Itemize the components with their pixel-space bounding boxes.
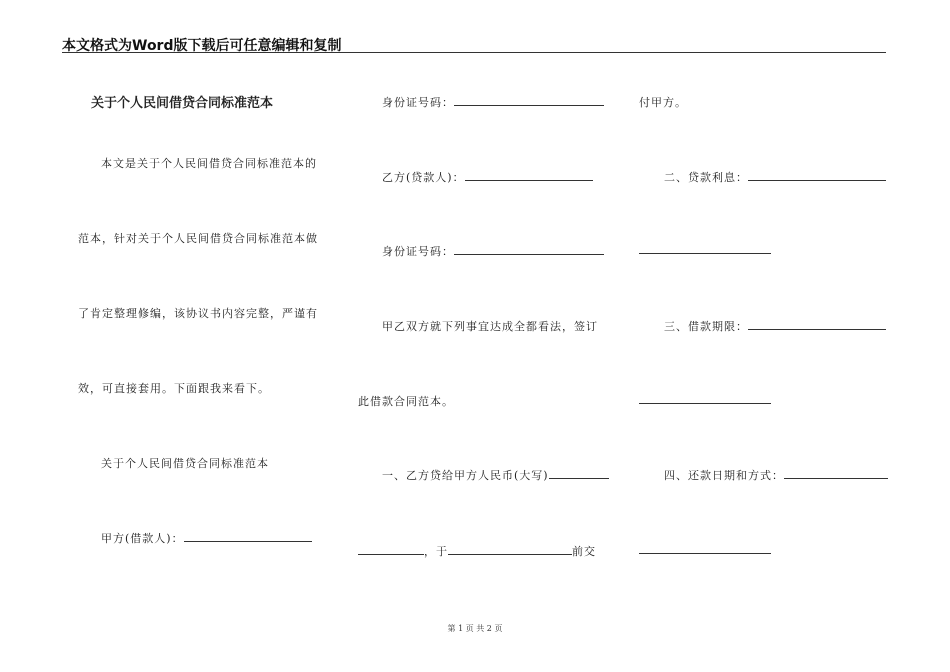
header-divider	[62, 52, 886, 53]
paragraph-line: 此借款合同范本。	[358, 395, 454, 408]
id-number-label: 身份证号码：	[382, 96, 454, 109]
blank-line	[639, 393, 771, 407]
paragraph-line: 效，可直接套用。下面跟我来看下。	[78, 382, 270, 395]
loan-amount-blank	[549, 468, 609, 479]
blank	[358, 544, 424, 555]
blank-line	[639, 243, 771, 257]
paragraph-line: 范本，针对关于个人民间借贷合同标准范本做	[78, 232, 318, 245]
repayment-line	[664, 467, 888, 483]
party-a-blank	[184, 531, 312, 542]
delivery-text: ，于	[424, 545, 448, 558]
id-number-line-2	[382, 243, 604, 259]
paragraph-line: 付甲方。	[639, 96, 687, 109]
interest-blank	[748, 170, 886, 181]
loan-amount-line	[382, 467, 609, 483]
party-a-line	[101, 530, 312, 546]
document-header-banner: 本文格式为Word版下载后可任意编辑和复制	[62, 38, 342, 54]
term-label: 三、借款期限：	[664, 320, 748, 333]
term-line	[664, 318, 886, 334]
party-a-label: 甲方(借款人)：	[101, 532, 184, 545]
interest-label: 二、贷款利息：	[664, 171, 748, 184]
id-number-blank	[454, 244, 604, 255]
blank	[639, 243, 771, 254]
blank	[639, 543, 771, 554]
blank	[448, 544, 572, 555]
loan-amount-label: 一、乙方贷给甲方人民币(大写)	[382, 469, 549, 482]
delivery-date-line	[358, 543, 596, 559]
paragraph-line: 本文是关于个人民间借贷合同标准范本的	[101, 157, 317, 170]
blank-line	[639, 543, 771, 557]
paragraph-line: 关于个人民间借贷合同标准范本	[101, 457, 269, 470]
delivery-text-suffix: 前交	[572, 545, 596, 558]
document-title: 关于个人民间借贷合同标准范本	[91, 96, 274, 111]
repayment-blank	[784, 468, 888, 479]
term-blank	[748, 319, 886, 330]
page-number: 第 1 页 共 2 页	[447, 624, 503, 633]
repayment-label: 四、还款日期和方式：	[664, 469, 784, 482]
interest-line	[664, 169, 886, 185]
party-b-blank	[465, 170, 593, 181]
paragraph-line: 甲乙双方就下列事宜达成全都看法，签订	[382, 320, 598, 333]
paragraph-line: 了肯定整理修编，该协议书内容完整，严谨有	[78, 307, 318, 320]
id-number-label: 身份证号码：	[382, 245, 454, 258]
id-number-line	[382, 94, 604, 110]
blank	[639, 393, 771, 404]
id-number-blank	[454, 95, 604, 106]
party-b-label: 乙方(贷款人)：	[382, 171, 465, 184]
party-b-line	[382, 169, 593, 185]
